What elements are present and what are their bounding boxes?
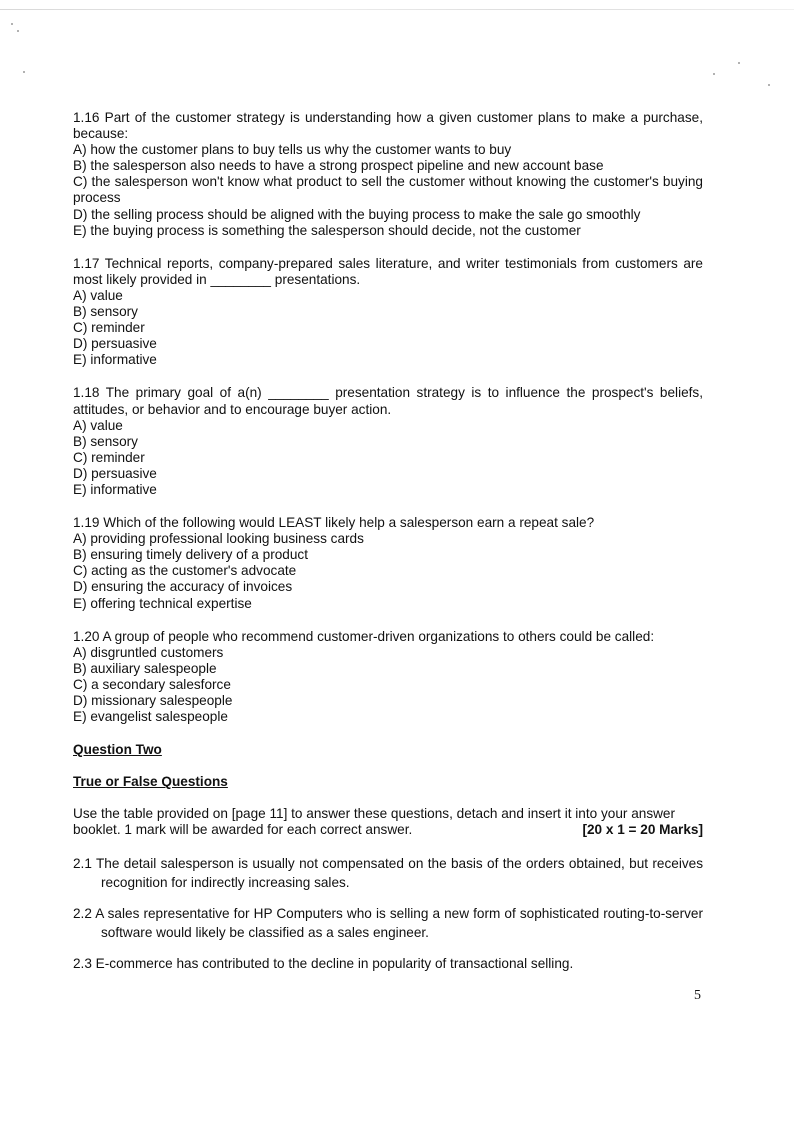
option-a: A) disgruntled customers: [73, 644, 224, 660]
option-c: C) a secondary salesforce: [73, 676, 231, 692]
question-1-16: [73, 110, 703, 239]
scan-speck: [738, 62, 740, 64]
option-e: E) informative: [73, 481, 157, 497]
question-1-17: [73, 256, 703, 369]
option-e: E) offering technical expertise: [73, 595, 252, 611]
option-c: C) reminder: [73, 449, 145, 465]
option-d: D) ensuring the accuracy of invoices: [73, 579, 293, 595]
section-heading: Question Two: [73, 742, 162, 758]
instructions-line-1: Use the table provided on [page 11] to answer these questions, detach and insert it into your answer: [73, 806, 676, 822]
question-stem: 1.16 Part of the customer strategy is understanding how a given customer plans to make a purchase, because:: [73, 110, 703, 142]
instructions: [73, 806, 703, 838]
scan-edge-line: [0, 9, 794, 10]
option-c: C) reminder: [73, 320, 145, 336]
option-d: D) missionary salespeople: [73, 693, 233, 708]
option-e: E) informative: [73, 352, 157, 368]
option-a: A) providing professional looking business cards: [73, 531, 364, 547]
option-a: A) how the customer plans to buy tells us why the customer wants to buy: [73, 142, 512, 158]
statement-2-2: 2.2 A sales representative for HP Computers who is selling a new form of sophisticated routing-to-server software would likely be classified as a sales engineer.: [73, 905, 703, 940]
scan-speck: [23, 71, 25, 73]
scan-speck: [768, 84, 770, 86]
option-c: C) the salesperson won't know what product to sell the customer without knowing the customer's buying process: [73, 174, 703, 206]
scan-speck: [17, 30, 19, 32]
option-b: B) the salesperson also needs to have a strong prospect pipeline and new account base: [73, 158, 604, 174]
option-e: E) evangelist salespeople: [73, 709, 228, 725]
option-e: E) the buying process is something the salesperson should decide, not the customer: [73, 222, 581, 238]
scan-speck: [713, 73, 715, 75]
instructions-line-2-row: [73, 822, 703, 838]
statement-2-3: 2.3 E-commerce has contributed to the decline in popularity of transactional selling.: [73, 955, 574, 971]
marks-allocation: [20 x 1 = 20 Marks]: [582, 822, 703, 838]
statement-2-1: 2.1 The detail salesperson is usually not compensated on the basis of the orders obtained, but receives recognition for indirectly increasing sales.: [73, 855, 703, 890]
section-subheading: True or False Questions: [73, 774, 228, 790]
option-d: D) persuasive: [73, 465, 157, 481]
option-b: B) sensory: [73, 433, 138, 449]
question-1-18: [73, 385, 703, 498]
scan-speck: [11, 23, 13, 25]
option-b: B) sensory: [73, 304, 138, 320]
question-stem: 1.20 A group of people who recommend customer-driven organizations to others could be called:: [73, 628, 655, 644]
option-c: C) acting as the customer's advocate: [73, 563, 297, 579]
question-stem: 1.17 Technical reports, company-prepared sales literature, and writer testimonials from customers are most likely provided in ________ presentations.: [73, 255, 703, 287]
instructions-line-2: booklet. 1 mark will be awarded for each correct answer.: [73, 822, 413, 838]
option-b: B) ensuring timely delivery of a product: [73, 547, 308, 563]
option-b: B) auxiliary salespeople: [73, 660, 217, 676]
question-1-19: [73, 515, 703, 612]
page-number: 5: [694, 988, 701, 1003]
question-1-20: [73, 629, 703, 726]
option-d: D) the selling process should be aligned with the buying process to make the sale go smoothly: [73, 206, 641, 222]
option-a: A) value: [73, 287, 123, 303]
exam-page-content: [73, 110, 703, 973]
question-stem: 1.19 Which of the following would LEAST likely help a salesperson earn a repeat sale?: [73, 515, 595, 531]
option-a: A) value: [73, 417, 123, 433]
question-stem: 1.18 The primary goal of a(n) ________ presentation strategy is to influence the prospect's beliefs, attitudes, or behavior and to encourage buyer action.: [73, 385, 703, 417]
option-d: D) persuasive: [73, 336, 157, 352]
